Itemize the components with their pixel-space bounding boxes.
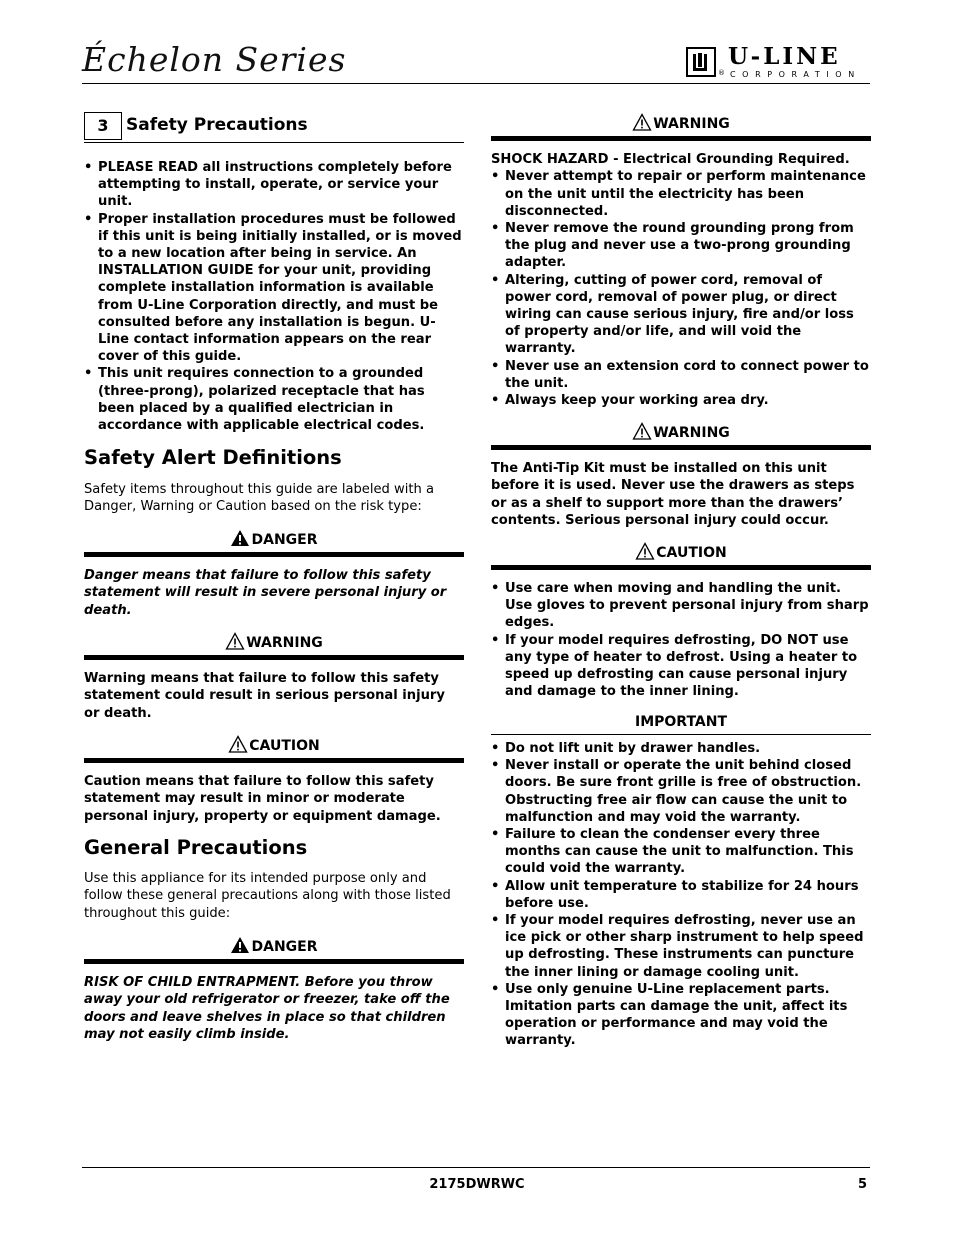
caution-definition-text: Caution means that failure to follow this safety statement may result in minor or moderate personal injury, property or equipment damage. — [84, 774, 441, 824]
list-item: • Altering, cutting of power cord, removal of power cord, removal of power plug, or direct wiring can cause serious injury, fire and/or loss of property and/or life, and will void the warranty. — [491, 272, 871, 358]
alert-rule — [84, 655, 464, 660]
shock-hazard-bullet-list — [491, 168, 871, 409]
warning-triangle-icon — [225, 632, 245, 650]
alert-rule — [84, 959, 464, 964]
list-item: • Never install or operate the unit behind closed doors. Be sure front grille is free of obstruction. Obstructing free air flow can cause the unit to malfunction and may void the warranty. — [491, 757, 871, 826]
alert-header — [491, 113, 871, 133]
section-title: Safety Precautions — [126, 115, 308, 135]
shock-hazard-lead: SHOCK HAZARD - Electrical Grounding Required. — [491, 152, 850, 167]
list-item: • This unit requires connection to a grounded (three-prong), polarized receptacle that has been placed by a qualified electrician in accordance with applicable electrical codes. — [84, 365, 464, 434]
danger-triangle-icon — [230, 936, 250, 954]
list-item: • PLEASE READ all instructions completely before attempting to install, operate, or service your unit. — [84, 159, 464, 211]
alert-header — [491, 542, 871, 562]
warning-definition-text: Warning means that failure to follow this safety statement could result in serious personal injury or death. — [84, 671, 445, 721]
danger-definition-text: Danger means that failure to follow this safety statement will result in severe personal injury or death. — [84, 568, 447, 618]
child-entrapment-danger — [84, 936, 464, 1044]
warning-label: WARNING — [246, 635, 323, 651]
header-divider — [82, 83, 870, 84]
alert-rule — [84, 758, 464, 763]
list-item: • Never attempt to repair or perform maintenance on the unit until the electricity has been disconnected. — [491, 168, 871, 220]
list-item: • Use care when moving and handling the unit. Use gloves to prevent personal injury from sharp edges. — [491, 580, 871, 632]
footer-model-number: 2175DWRWC — [429, 1177, 525, 1192]
caution-triangle-icon — [635, 542, 655, 560]
list-item: • Use only genuine U-Line replacement parts. Imitation parts can damage the unit, affect its operation or performance and may void the warranty. — [491, 981, 871, 1050]
alert-header — [84, 529, 464, 549]
caution-label: CAUTION — [656, 545, 727, 561]
alert-rule — [491, 565, 871, 570]
caution-definition — [84, 735, 464, 825]
important-divider — [491, 734, 871, 735]
child-entrapment-text: RISK OF CHILD ENTRAPMENT. Before you throw away your old refrigerator or freezer, take off the doors and leave shelves in place so that children may not easily climb inside. — [84, 975, 450, 1043]
danger-label: DANGER — [251, 939, 318, 955]
safety-alert-heading: Safety Alert Definitions — [84, 446, 342, 469]
danger-label: DANGER — [251, 532, 318, 548]
u-line-logo-mark-icon — [686, 47, 716, 77]
list-item: • Proper installation procedures must be followed if this unit is being initially installed, or is moved to a new location after being in service. An INSTALLATION GUIDE for your unit, providing complete installation information is available from U-Line Corporation directly, and must be consulted before any installation is begun. U-Line contact information appears on the rear cover of this guide. — [84, 211, 464, 366]
alert-rule — [491, 445, 871, 450]
intro-bullet-list — [84, 159, 464, 434]
general-precautions-heading: General Precautions — [84, 836, 308, 859]
anti-tip-text: The Anti-Tip Kit must be installed on this unit before it is used. Never use the drawers as steps or as a shelf to support more than the drawers’ contents. Serious personal injury could occur. — [491, 461, 855, 529]
footer-divider — [82, 1167, 870, 1168]
warning-triangle-icon — [632, 113, 652, 131]
warning-label: WARNING — [653, 425, 730, 441]
logo-subtitle: CORPORATION — [730, 70, 861, 79]
anti-tip-warning — [491, 422, 871, 530]
warning-triangle-icon — [632, 422, 652, 440]
shock-hazard-warning — [491, 113, 871, 409]
u-line-logo — [686, 45, 876, 81]
warning-label: WARNING — [653, 116, 730, 132]
logo-registered-mark: ® — [718, 69, 725, 77]
alert-header — [84, 632, 464, 652]
list-item: • Never remove the round grounding prong from the plug and never use a two-prong grounding adapter. — [491, 220, 871, 272]
alert-rule — [84, 552, 464, 557]
handling-caution — [491, 542, 871, 700]
list-item: • If your model requires defrosting, never use an ice pick or other sharp instrument to help speed up defrosting. These instruments can puncture the inner lining or damage cooling unit. — [491, 912, 871, 981]
important-bullet-list — [491, 740, 871, 1050]
alert-header — [491, 422, 871, 442]
alert-rule — [491, 136, 871, 141]
series-title: Échelon Series — [82, 40, 347, 79]
logo-name: U-LINE — [728, 43, 841, 70]
page-number: 5 — [858, 1177, 868, 1192]
important-label: IMPORTANT — [634, 714, 728, 730]
danger-triangle-icon — [230, 529, 250, 547]
list-item: • Always keep your working area dry. — [491, 392, 871, 409]
general-precautions-intro: Use this appliance for its intended purpose only and follow these general precautions along with those listed throughout this guide: — [84, 871, 451, 921]
alert-header — [84, 936, 464, 956]
list-item: • Allow unit temperature to stabilize for 24 hours before use. — [491, 878, 871, 912]
list-item: • If your model requires defrosting, DO NOT use any type of heater to defrost. Using a heater to speed up defrosting can cause personal injury and damage to the inner lining. — [491, 632, 871, 701]
caution-bullet-list — [491, 580, 871, 700]
warning-definition — [84, 632, 464, 722]
list-item: • Never use an extension cord to connect power to the unit. — [491, 358, 871, 392]
caution-triangle-icon — [228, 735, 248, 753]
alert-header — [84, 735, 464, 755]
safety-alert-intro: Safety items throughout this guide are labeled with a Danger, Warning or Caution based on the risk type: — [84, 482, 434, 515]
list-item: • Failure to clean the condenser every three months can cause the unit to malfunction. This could void the warranty. — [491, 826, 871, 878]
section-header — [84, 112, 464, 143]
section-number: 3 — [84, 112, 122, 140]
danger-definition — [84, 529, 464, 619]
caution-label: CAUTION — [249, 738, 320, 754]
list-item: • Do not lift unit by drawer handles. — [491, 740, 871, 757]
